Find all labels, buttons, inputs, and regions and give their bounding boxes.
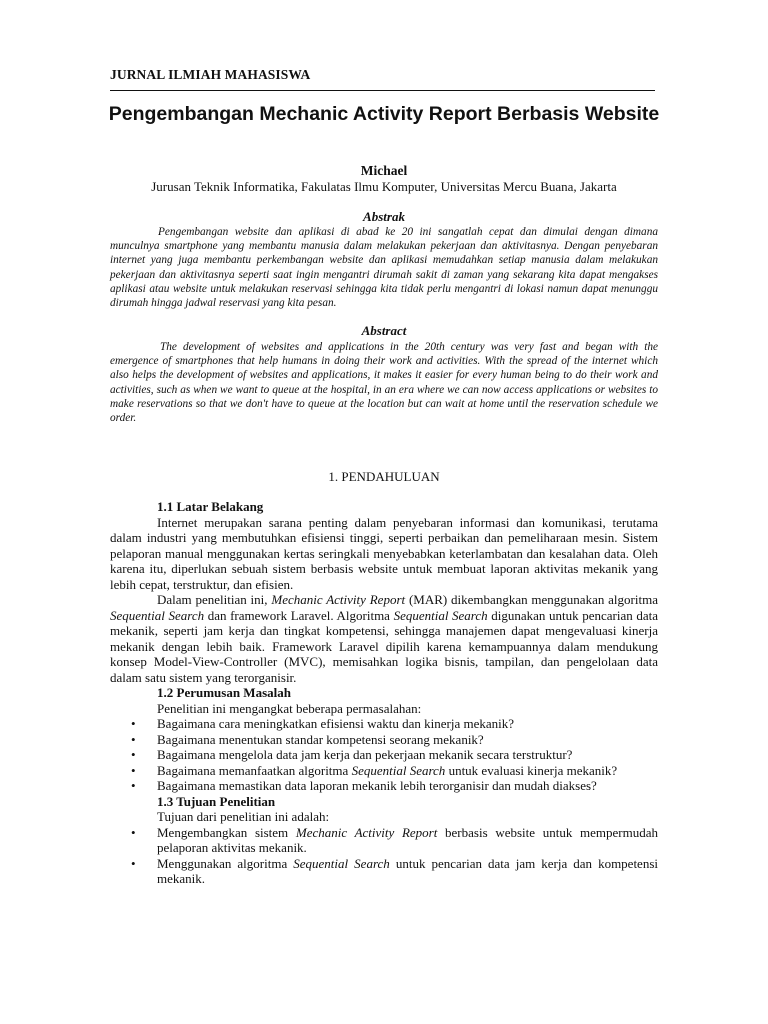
author-affiliation: Jurusan Teknik Informatika, Fakulatas Ilmu Komputer, Universitas Mercu Buana, Jakarta <box>151 179 617 194</box>
bullet-icon: • <box>131 731 136 747</box>
text-run: (MAR) dikembangkan menggunakan algoritma <box>405 592 658 607</box>
journal-name: JURNAL ILMIAH MAHASISWA <box>110 67 311 82</box>
subsection-heading-tujuan-penelitian: 1.3 Tujuan Penelitian <box>157 793 276 809</box>
objective-list <box>110 825 658 887</box>
bullet-icon: • <box>131 716 136 731</box>
list-item <box>110 716 658 732</box>
list-item-text: Bagaimana mengelola data jam kerja dan pekerjaan mekanik secara terstruktur? <box>157 747 573 762</box>
list-item <box>110 825 658 856</box>
text-run-italic: Sequential Search <box>351 762 446 778</box>
text-run: dan framework Laravel. Algoritma <box>204 607 394 623</box>
list-item-text: Bagaimana menentukan standar kompetensi seorang mekanik? <box>157 731 484 747</box>
abstrak-heading: Abstrak <box>363 209 405 224</box>
text-run-italic: Mechanic Activity Report <box>295 824 438 840</box>
list-item-text: Bagaimana cara meningkatkan efisiensi waktu dan kinerja mekanik? <box>157 716 514 731</box>
text-run: Bagaimana memanfaatkan algoritma <box>157 762 352 778</box>
bullet-icon: • <box>131 824 136 840</box>
abstract-heading: Abstract <box>361 323 407 338</box>
list-item <box>110 856 658 887</box>
text-run-italic: Sequential Search <box>293 855 390 871</box>
paragraph <box>110 592 658 685</box>
bullet-icon: • <box>131 778 136 793</box>
subsection-heading-latar-belakang: 1.1 Latar Belakang <box>157 499 264 514</box>
list-lead: Penelitian ini mengangkat beberapa permasalahan: <box>157 700 422 716</box>
text-run: berbasis website untuk mempermudah pelaporan aktivitas mekanik. <box>157 824 658 855</box>
bullet-icon: • <box>131 747 136 762</box>
list-lead: Tujuan dari penelitian ini adalah: <box>157 809 330 824</box>
text-run-italic: Sequential Search <box>110 607 205 623</box>
abstract-text: The development of websites and applications in the 20th century was very fast and began with the emergence of smartphones that help humans in doing their work and activities. With the spread of the internet which also helps the development of websites and applications, it makes it easier for every human being to do their work and activities, such as when we want to queue at the hospital, in an era where we can now access applications or websites to make reservations so that we don't have to queue at the location but can wait at home until the reservation schedule we order. <box>110 341 658 425</box>
list-item <box>110 763 658 779</box>
section-heading-pendahuluan: 1. PENDAHULUAN <box>328 469 440 484</box>
subsection-heading-perumusan-masalah: 1.2 Perumusan Masalah <box>157 685 291 700</box>
header-rule <box>110 90 655 91</box>
text-run-italic: Mechanic Activity Report <box>271 592 406 607</box>
text-run-italic: Sequential Search <box>393 607 488 623</box>
list-item <box>110 778 658 794</box>
text-run: untuk pencarian data jam kerja dan kompetensi mekanik. <box>157 855 659 886</box>
list-item <box>110 747 658 763</box>
paragraph: Internet merupakan sarana penting dalam penyebaran informasi dan komunikasi, terutama dalam industri yang membutuhkan efisiensi tinggi, seperti perbaikan dan pemeliharaan mesin. Sistem pelaporan manual menggunakan kertas seringkali menyebabkan keterlambatan dan kesalahan data. Oleh karena itu, diperlukan sebuah sistem berbasis website untuk membuat laporan aktivitas mekanik yang lebih cepat, terstruktur, dan efisien. <box>110 514 658 592</box>
text-run: Mengembangkan sistem <box>157 824 296 840</box>
author-name: Michael <box>360 163 408 178</box>
problem-list <box>110 716 658 794</box>
abstrak-text: Pengembangan website dan aplikasi di abad ke 20 ini sangatlah cepat dan dimulai dengan dimana munculnya smartphone yang membantu manusia dalam melakukan pekerjaan dan aktivitasnya. Dengan penyebaran internet yang juga membantu perkembangan website dan aplikasi memudahkan setiap manusia dalam melakukan pekerjaan dan aktivitasnya seperti saat ingin mengantri dirumah sakit di zaman yang sekarang kita dapat mengakses aplikasi atau website untuk melakukan reservasi sehingga kita tidak perlu mengantri di lokasi namun dapat menunggu dirumah hingga jadwal reservasi yang kita pesan. <box>110 226 658 310</box>
text-run: Dalam penelitian ini, <box>157 592 272 607</box>
text-run: digunakan untuk pencarian data mekanik, seperti jam kerja dan tingkat kompetensi, sehingga manajemen dapat mengevaluasi kinerja mekanik dengan lebih baik. Framework Laravel dipilih karena kemampuannya dalam mendukung konsep Model-View-Controller (MVC), memisahkan logika bisnis, tampilan, dan pengelolaan data dalam satu sistem yang terorganisir. <box>110 607 658 685</box>
bullet-icon: • <box>131 762 136 778</box>
list-item-text: Bagaimana memastikan data laporan mekanik lebih terorganisir dan mudah diakses? <box>157 778 597 793</box>
list-item <box>110 732 658 748</box>
section-body <box>110 499 658 887</box>
text-run: Menggunakan algoritma <box>157 855 294 871</box>
text-run: untuk evaluasi kinerja mekanik? <box>445 762 618 778</box>
paper-title: Pengembangan Mechanic Activity Report Berbasis Website <box>108 103 660 125</box>
bullet-icon: • <box>131 855 136 871</box>
